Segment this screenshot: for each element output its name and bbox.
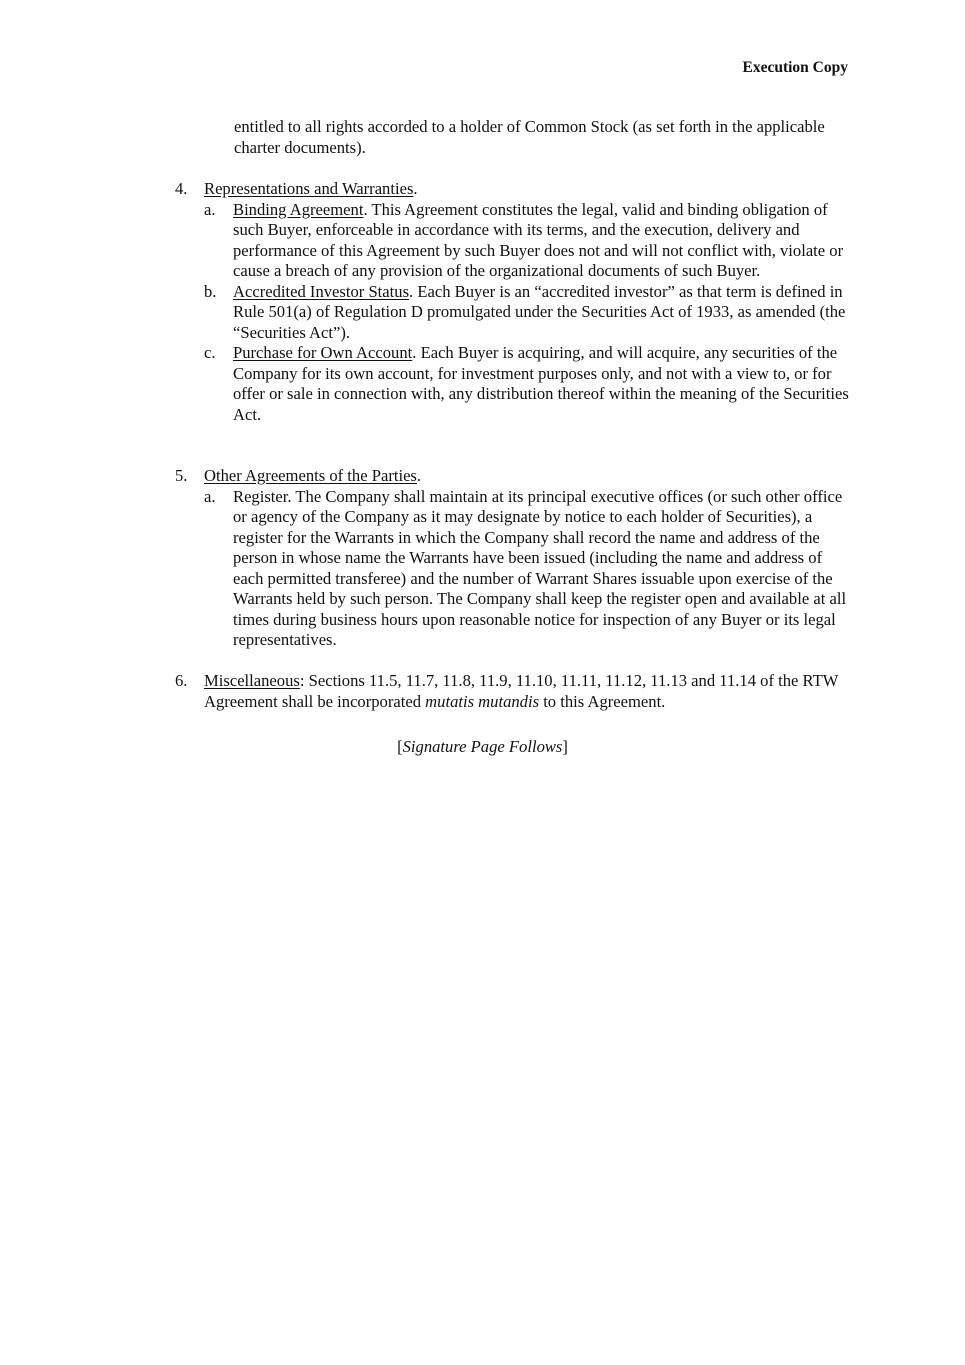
italic-term: mutatis mutandis xyxy=(425,691,540,711)
subsection-4b xyxy=(204,281,855,344)
section-title: Other Agreements of the Parties xyxy=(204,466,417,485)
subsection-4c xyxy=(204,343,855,425)
section-6 xyxy=(175,671,855,712)
item-letter: a. xyxy=(204,486,216,506)
item-heading: Accredited Investor Status xyxy=(233,281,410,301)
section-5 xyxy=(175,466,855,651)
item-heading: Binding Agreement xyxy=(233,199,364,219)
continuation-paragraph: entitled to all rights accorded to a holder of Common Stock (as set forth in the applicable charter documents). xyxy=(234,117,825,157)
item-letter: b. xyxy=(204,281,217,301)
item-letter: c. xyxy=(204,343,216,362)
section-number: 5. xyxy=(175,466,188,485)
subsection-5a xyxy=(204,486,855,651)
section-paragraph: Miscellaneous: Sections 11.5, 11.7, 11.8, 11.9, 11.10, 11.11, 11.12, 11.13 and 11.14 of the RTW Agreement shall be incorporated mutatis mutandis to this Agreement. xyxy=(204,671,839,711)
section-heading: Representations and Warranties. xyxy=(204,179,418,198)
section-number: 6. xyxy=(175,671,188,690)
section-title: Representations and Warranties xyxy=(204,179,414,198)
signature-page-note: [Signature Page Follows] xyxy=(397,737,568,756)
section-heading: Other Agreements of the Parties. xyxy=(204,466,422,485)
item-letter: a. xyxy=(204,199,216,219)
item-text: . Each Buyer is an “accredited investor” as that term is defined in Rule 501(a) of Regulation D promulgated under the Securities Act of 1933, as amended (the “Securities Act”). xyxy=(233,281,846,342)
section-number: 4. xyxy=(175,179,188,198)
section-title: Miscellaneous xyxy=(204,671,300,690)
item-text: Register. The Company shall maintain at its principal executive offices (or such other office or agency of the Company as it may designate by notice to each holder of Securities), a register for the Warrants in which the Company shall record the name and address of the person in whose name the Warrants have been issued (including the name and address of each permitted transferee) and the number of Warrant Shares issuable upon exercise of the Warrants held by such person. The Company shall keep the register open and available at all times during business hours upon reasonable notice for inspection of any Buyer or its legal representatives. xyxy=(233,486,847,649)
subsection-4a xyxy=(204,199,855,282)
section-4 xyxy=(175,179,855,425)
execution-copy-label: Execution Copy xyxy=(742,59,848,76)
item-text: . This Agreement constitutes the legal, valid and binding obligation of such Buyer, enforceable in accordance with its terms, and the execution, delivery and performance of this Agreement by such Buyer does not and will not conflict with, violate or cause a breach of any provision of the organizational documents of such Buyer. xyxy=(233,199,844,280)
item-text: . Each Buyer is acquiring, and will acquire, any securities of the Company for its own account, for investment purposes only, and not with a view to, or for offer or sale in connection with, any distribution thereof within the meaning of the Securities Act. xyxy=(233,343,849,424)
item-heading: Purchase for Own Account xyxy=(233,343,413,362)
